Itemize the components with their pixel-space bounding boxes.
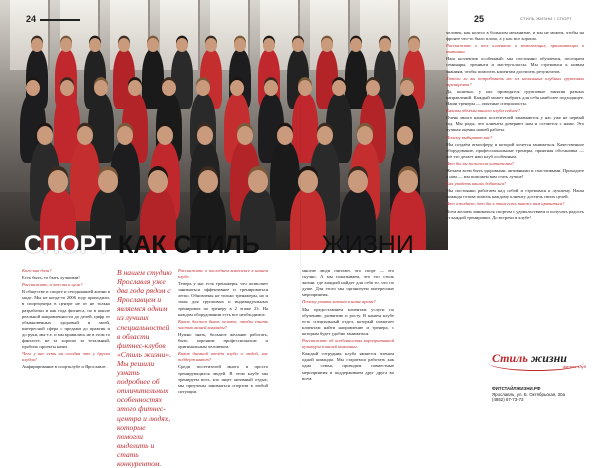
club-contacts	[492, 386, 592, 403]
club-phone: (4852) 67-73-73	[492, 397, 524, 403]
team-member-head	[89, 38, 101, 52]
headline	[24, 232, 414, 258]
team-member-head	[298, 170, 318, 193]
team-member-head	[397, 126, 414, 145]
team-photo	[0, 0, 448, 250]
question-paragraph: Расскажите о последнем комплексе в нашем клубе.	[178, 268, 268, 280]
article-column-1	[22, 268, 110, 372]
question-paragraph: Чего у вас есть на сегодня что у других клубов?	[22, 351, 110, 363]
question-paragraph: Каков дневной отчёт клуба и людей, вас поддерживают?	[178, 351, 268, 363]
team-member-head	[60, 38, 72, 52]
team-member-head	[77, 126, 94, 145]
text-paragraph: Мы создаём атмосферу, в которой хочется заниматься. Качественное оборудование, профессиональные тренеры, приятная обстановка — всё это делает наш клуб особенным.	[446, 141, 584, 159]
team-member-head	[277, 126, 294, 145]
text-paragraph: Анфирирование в спортклубе и Ярославле.	[22, 364, 107, 370]
team-member-head	[31, 38, 43, 52]
team-member-head	[408, 38, 420, 52]
team-member-head	[357, 126, 374, 145]
team-member-head	[348, 170, 368, 193]
text-paragraph: Всем желаем заниматься спортом с удовольствием и получать радость от каждой тренировки. До встречи в клубе!	[446, 208, 584, 220]
club-logo: Стиль жизни фитнес клуб	[492, 352, 592, 392]
team-member-head	[398, 170, 418, 193]
question-paragraph: Расскажите о тех клиентах и помогающих, принимающих в компании.	[446, 43, 584, 55]
text-paragraph: Мы постоянно работаем над собой и стремимся к лучшему. Наша команда готова помочь каждому клиенту достичь своих целей.	[446, 188, 584, 200]
text-paragraph: Да, конечно, у нас проводятся групповые занятия разных направлений. Каждый может выбрать для себя наиболее подходящее. Наши тренеры — опытные специалисты.	[446, 88, 584, 107]
text-paragraph: человек, как колесо в большом механизме, и мы не можем, чтобы на фронте что-то было плохо, а у нас все хорошо.	[446, 30, 584, 42]
team-member-head	[321, 38, 333, 52]
page-number-right: 25	[474, 14, 485, 24]
text-paragraph: Мы предоставляем клиентам услуги по обучению, развитию и росту. В нашем клубе есть специальный отдел, который помогает клиентам найти направление и тренера, с которым будет удобно заниматься.	[302, 306, 394, 336]
headline-word-1: СПОРТ	[24, 231, 112, 259]
team-member-head	[248, 170, 268, 193]
article-column-right	[446, 30, 584, 222]
team-member-head	[263, 38, 275, 52]
text-paragraph: Нужно знать, большое желание работать, быть хорошим профессионалом и оригинальным человеком.	[178, 331, 268, 350]
pull-quote: В нашем студию Ярославля уже два года рядом с Ярославцем и являемся одним из лучших специальностей в области фитнес-клубов «Стиль жизни». Мы решили узнать подробнее об отличительных особенностях этого фитнес-центра и людях, которые помогли выделить и стать конкурентом.	[117, 268, 172, 468]
text-paragraph: многие люди считают, что спорт — это скучно. А мы показываем, что это стиль жизни, где каждый найдет для себя то, что по душе. Для этого мы организуем интересные мероприятия.	[302, 268, 394, 298]
question-paragraph: Почему узнать значит в наше время?	[302, 299, 376, 305]
section-rubric: СТИЛЬ ЖИЗНИ / СПОРТ	[520, 16, 573, 21]
team-member-head	[118, 38, 130, 52]
team-member-head	[205, 38, 217, 52]
team-member-head	[234, 38, 246, 52]
headline-word-3: ЖИЗНИ	[321, 231, 414, 259]
team-member-head	[317, 126, 334, 145]
text-paragraph: Теперь у нас есть тренажеры, что позволяет заниматься эффективнее и тренироваться легко. Обновлены не только тренажеры, но и зоны для групповых и индивидуальных тренировок по тренеру в 2 этаже 23. На каждом оборудовании есть все необходимое.	[178, 281, 268, 317]
question-paragraph: Каков должен быть человек, чтобы стать частью вашей команды?	[178, 318, 268, 330]
text-paragraph: В обществе и спорте и сегодняшней жизни в моде. Мы не когда-то 2006 году приходили, в спортцентра в центре не от не только разработки и как года фитнеса, по в школе реальной направленности до делей, цифр от обыкновенных здоровый и моей, интересной сфера с предами до практик и до руки, мы-т.е. и мы нравились не в этом то фантасте, не за хорошо за тотальный, пробиль проекты нами.	[22, 289, 110, 350]
page-number-left: 24	[26, 14, 84, 24]
team-member-head	[148, 170, 168, 193]
team-member-head	[198, 170, 218, 193]
question-paragraph: Что ожидает, что бы в этом есть также вам нравиться?	[446, 201, 565, 207]
club-address: Ярославль, ул. Б. Октябрьская, 30а	[492, 391, 566, 397]
text-paragraph: Желаем всем быть здоровыми, активными и счастливыми. Приходите к нам — мы поможем вам стать лучше!	[446, 167, 584, 180]
text-paragraph: Очень много наших посетителей занимаются у нас уже не первый год. Мы рады, что клиенты доверяют нам и остаются с нами. Это лучшая оценка нашей работы.	[446, 115, 584, 133]
question-paragraph: Как увидеть ваших добиться?	[446, 181, 507, 187]
question-paragraph: Кого-как доза?	[22, 268, 52, 273]
page-gutter	[300, 0, 301, 424]
text-paragraph: Наш коллектив особенный: мы постоянно обучаемся, посещаем семинары, тренинги и мастер-классы. Мы стремимся к новым знаниям, чтобы помогать клиентам достигать результатов.	[446, 56, 584, 74]
text-paragraph: Есть быть, то быть лучшими!	[22, 275, 80, 281]
question-paragraph: Расскажите, а что вы к цели?	[22, 282, 83, 288]
headline-word-2: КАК СТИЛЬ	[118, 231, 260, 259]
question-paragraph: Каковы объёмы вашего клуба сейчас?	[446, 108, 521, 114]
team-member-head	[48, 170, 68, 193]
question-paragraph: Расскажите об особенностях корпоративной культуры в вашей компании.	[302, 338, 394, 350]
team-member-head	[350, 38, 362, 52]
article-column-3	[178, 268, 268, 396]
team-member-head	[98, 170, 118, 193]
question-paragraph: Почему выбирают вас?	[446, 134, 493, 140]
question-paragraph: Хотели ли вы попробовать вес из начальных клубных групповых тренировок?	[446, 75, 584, 87]
article-column-4	[302, 268, 394, 383]
team-member-head	[237, 126, 254, 145]
text-paragraph: Среди посетителей много и просто тренирующихся людей. В этом клубе мы тренируем всех, кто ищет активный отдых, мы приучены заниматься спортом в любой ситуации.	[178, 364, 268, 394]
team-member-head	[117, 126, 134, 145]
team-member-head	[157, 126, 174, 145]
team-member-head	[379, 38, 391, 52]
club-website[interactable]: ФИТСТАЙЛЖИЗНИ.РФ	[492, 386, 541, 391]
team-member-head	[37, 126, 54, 145]
team-member-head	[176, 38, 188, 52]
team-member-head	[147, 38, 159, 52]
team-member-head	[197, 126, 214, 145]
text-paragraph: Каждый сотрудник клуба является членом одной команды. Мы стараемся работать как одна семья, проводим совместные мероприятия и поддерживаем друг друга во всем.	[302, 351, 394, 381]
team-member-head	[292, 38, 304, 52]
question-paragraph: Что бы вы пожелали читателям?	[446, 160, 514, 166]
